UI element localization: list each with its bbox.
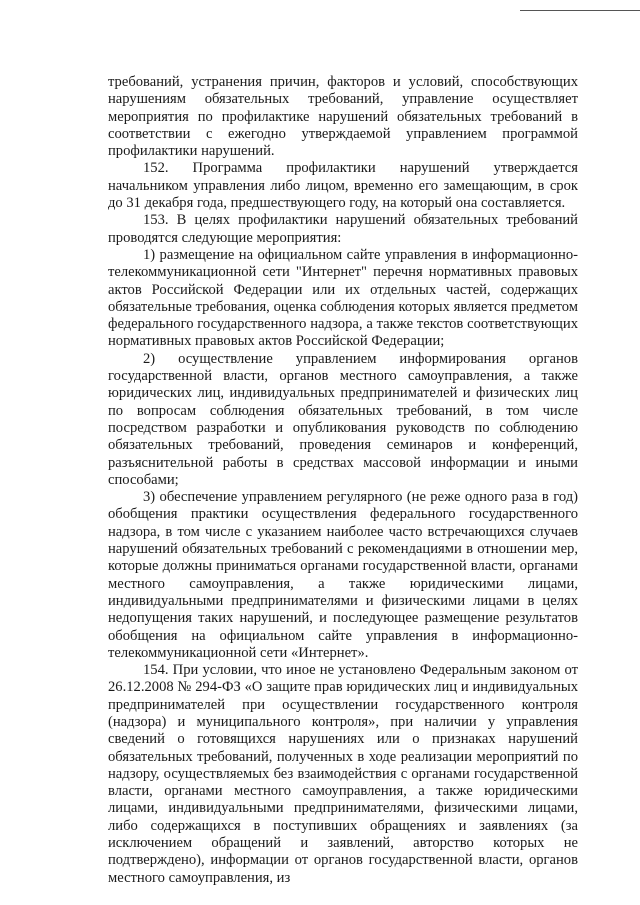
paragraph-152: 152. Программа профилактики нарушений утверждается начальником управления либо лицом, временно его замещающим, в срок до 31 декабря года, предшествующего году, на который она составляется. xyxy=(108,160,578,212)
paragraph-154: 154. При условии, что иное не установлено Федеральным законом от 26.12.2008 № 294-ФЗ «О защите прав юридических лиц и индивидуальных предпринимателей при осуществлении государственного контроля (надзора) и муниципального контроля», при наличии у управления сведений о готовящихся нарушениях или о признаках нарушений обязательных требований, полученных в ходе реализации мероприятий по надзору, осуществляемых без взаимодействия с органами государственной власти, органами местного самоуправления, а также юридическими лицами, индивидуальными предпринимателями, физическими лицами, либо содержащихся в поступивших обращениях и заявлениях (за исключением обращений и заявлений, авторство которых не подтверждено), информации от органов государственной власти, органов местного самоуправления, из xyxy=(108,662,578,886)
scan-edge-line xyxy=(520,10,640,11)
paragraph-continuation: требований, устранения причин, факторов и условий, способствующих нарушениям обязательных требований, управление осуществляет мероприятия по профилактике нарушений обязательных требований в соответствии с ежегодно утверждаемой управлением программой профилактики нарушений. xyxy=(108,74,578,160)
paragraph-153: 153. В целях профилактики нарушений обязательных требований проводятся следующие мероприятия: xyxy=(108,212,578,246)
paragraph-153-item-1: 1) размещение на официальном сайте управления в информационно-телекоммуникационной сети "Интернет" перечня нормативных правовых актов Российской Федерации или их отдельных частей, содержащих обязательные требования, оценка соблюдения которых является предметом федерального государственного надзора, а также текстов соответствующих нормативных правовых актов Российской Федерации; xyxy=(108,246,578,350)
paragraph-153-item-2: 2) осуществление управлением информирования органов государственной власти, органов местного самоуправления, а также юридических лиц, индивидуальных предпринимателей и физических лиц по вопросам соблюдения обязательных требований, в том числе посредством разработки и опубликования руководств по соблюдению обязательных требований, проведения семинаров и конференций, разъяснительной работы в средствах массовой информации и иными способами; xyxy=(108,350,578,488)
paragraph-153-item-3: 3) обеспечение управлением регулярного (не реже одного раза в год) обобщения практики осуществления федерального государственного надзора, в том числе с указанием наиболее часто встречающихся случаев нарушений обязательных требований с рекомендациями в отношении мер, которые должны приниматься органами государственной власти, органами местного самоуправления, а также юридическими лицами, индивидуальными предпринимателями и физическими лицами в целях недопущения таких нарушений, и последующее размещение результатов обобщения на официальном сайте управления в информационно-телекоммуникационной сети «Интернет». xyxy=(108,489,578,661)
document-page xyxy=(108,74,578,887)
